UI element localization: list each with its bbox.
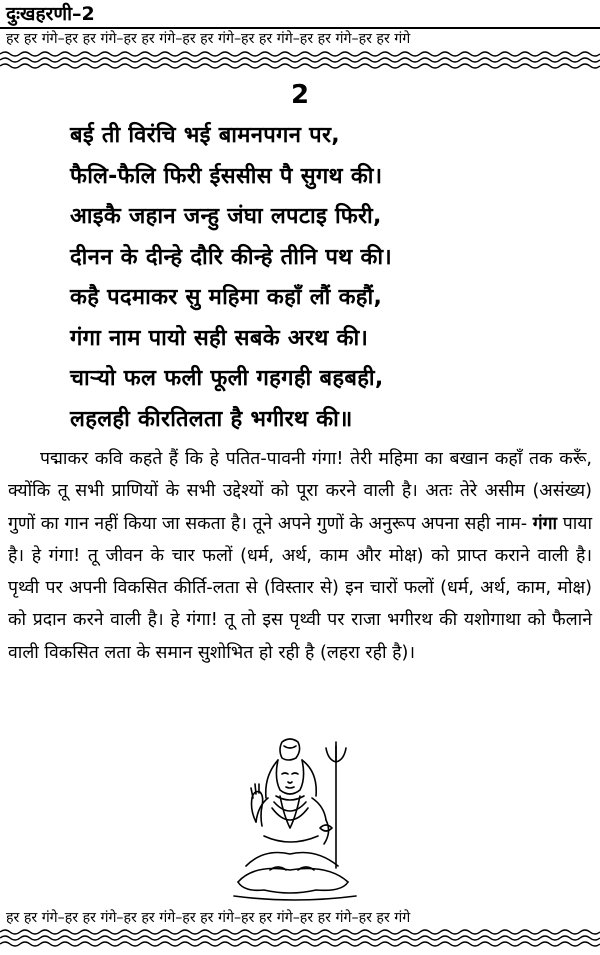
refrain-top: हर हर गंगे–हर हर गंगे–हर हर गंगे–हर हर गंगे–हर हर गंगे–हर हर गंगे–हर हर गंगे (6, 31, 411, 47)
wave-border-bottom (0, 928, 600, 948)
verse-line: लहलही कीरतिलता है भगीरथ की॥ (70, 406, 353, 432)
wave-border-top (0, 50, 600, 70)
verse-line: आइकै जहान जन्हु जंघा लपटाइ फिरी, (70, 204, 382, 229)
verse-line: दीनन के दीन्हे दौरि कीन्हे तीनि पथ की। (70, 244, 393, 270)
page-title: दुःखहरणी–2 (6, 3, 95, 25)
commentary-bold-name: गंगा (532, 513, 558, 534)
commentary-paragraph (8, 443, 592, 669)
verse-line: फैलि-फैलि फिरी ईससीस पै सुगथ की। (70, 163, 383, 189)
verse-line: गंगा नाम पायो सही सबके अरथ की। (70, 325, 369, 351)
verse-line: कहै पदमाकर सु महिमा कहाँ लौं कहौं, (70, 285, 383, 310)
header-divider (0, 27, 600, 29)
verse-line: बई ती विरंचि भई बामनपगन पर, (70, 123, 340, 148)
refrain-bottom: हर हर गंगे–हर हर गंगे–हर हर गंगे–हर हर गंगे–हर हर गंगे–हर हर गंगे–हर हर गंगे (6, 910, 411, 926)
seated-shiva-drawing-icon (224, 736, 366, 906)
verse-number: 2 (290, 80, 310, 110)
commentary-text-part1: पद्माकर कवि कहते हैं कि हे पतित-पावनी गंगा! तेरी महिमा का बखान कहाँ तक करूँ, क्योंकि तू सभी प्राणियों के सभी उद्देश्यों को पूरा करने वाली है। अतः तेरे असीम (असंख्य) गुणों का गान नहीं किया जा सकता है। तूने अपने गुणों के अनुरूप अपना सही नाम- (8, 449, 592, 534)
verse-line: चार्‍यो फल फली फूली गहगही बहबही, (70, 366, 384, 391)
verse-block (70, 116, 590, 440)
commentary-text-part2: पाया है। हे गंगा! तू जीवन के चार फलों (धर्म, अर्थ, काम और मोक्ष) को प्राप्त कराने वाली है। पृथ्वी पर अपनी विकसित कीर्ति-लता से (विस्तार से) इन चारों फलों (धर्म, अर्थ, काम, मोक्ष) को प्रदान करने वाली है। हे गंगा! तू तो इस पृथ्वी पर राजा भगीरथ की यशोगाथा को फैलाने वाली विकसित लता के समान सुशोभित हो रही है (लहरा रही है)। (8, 513, 593, 663)
